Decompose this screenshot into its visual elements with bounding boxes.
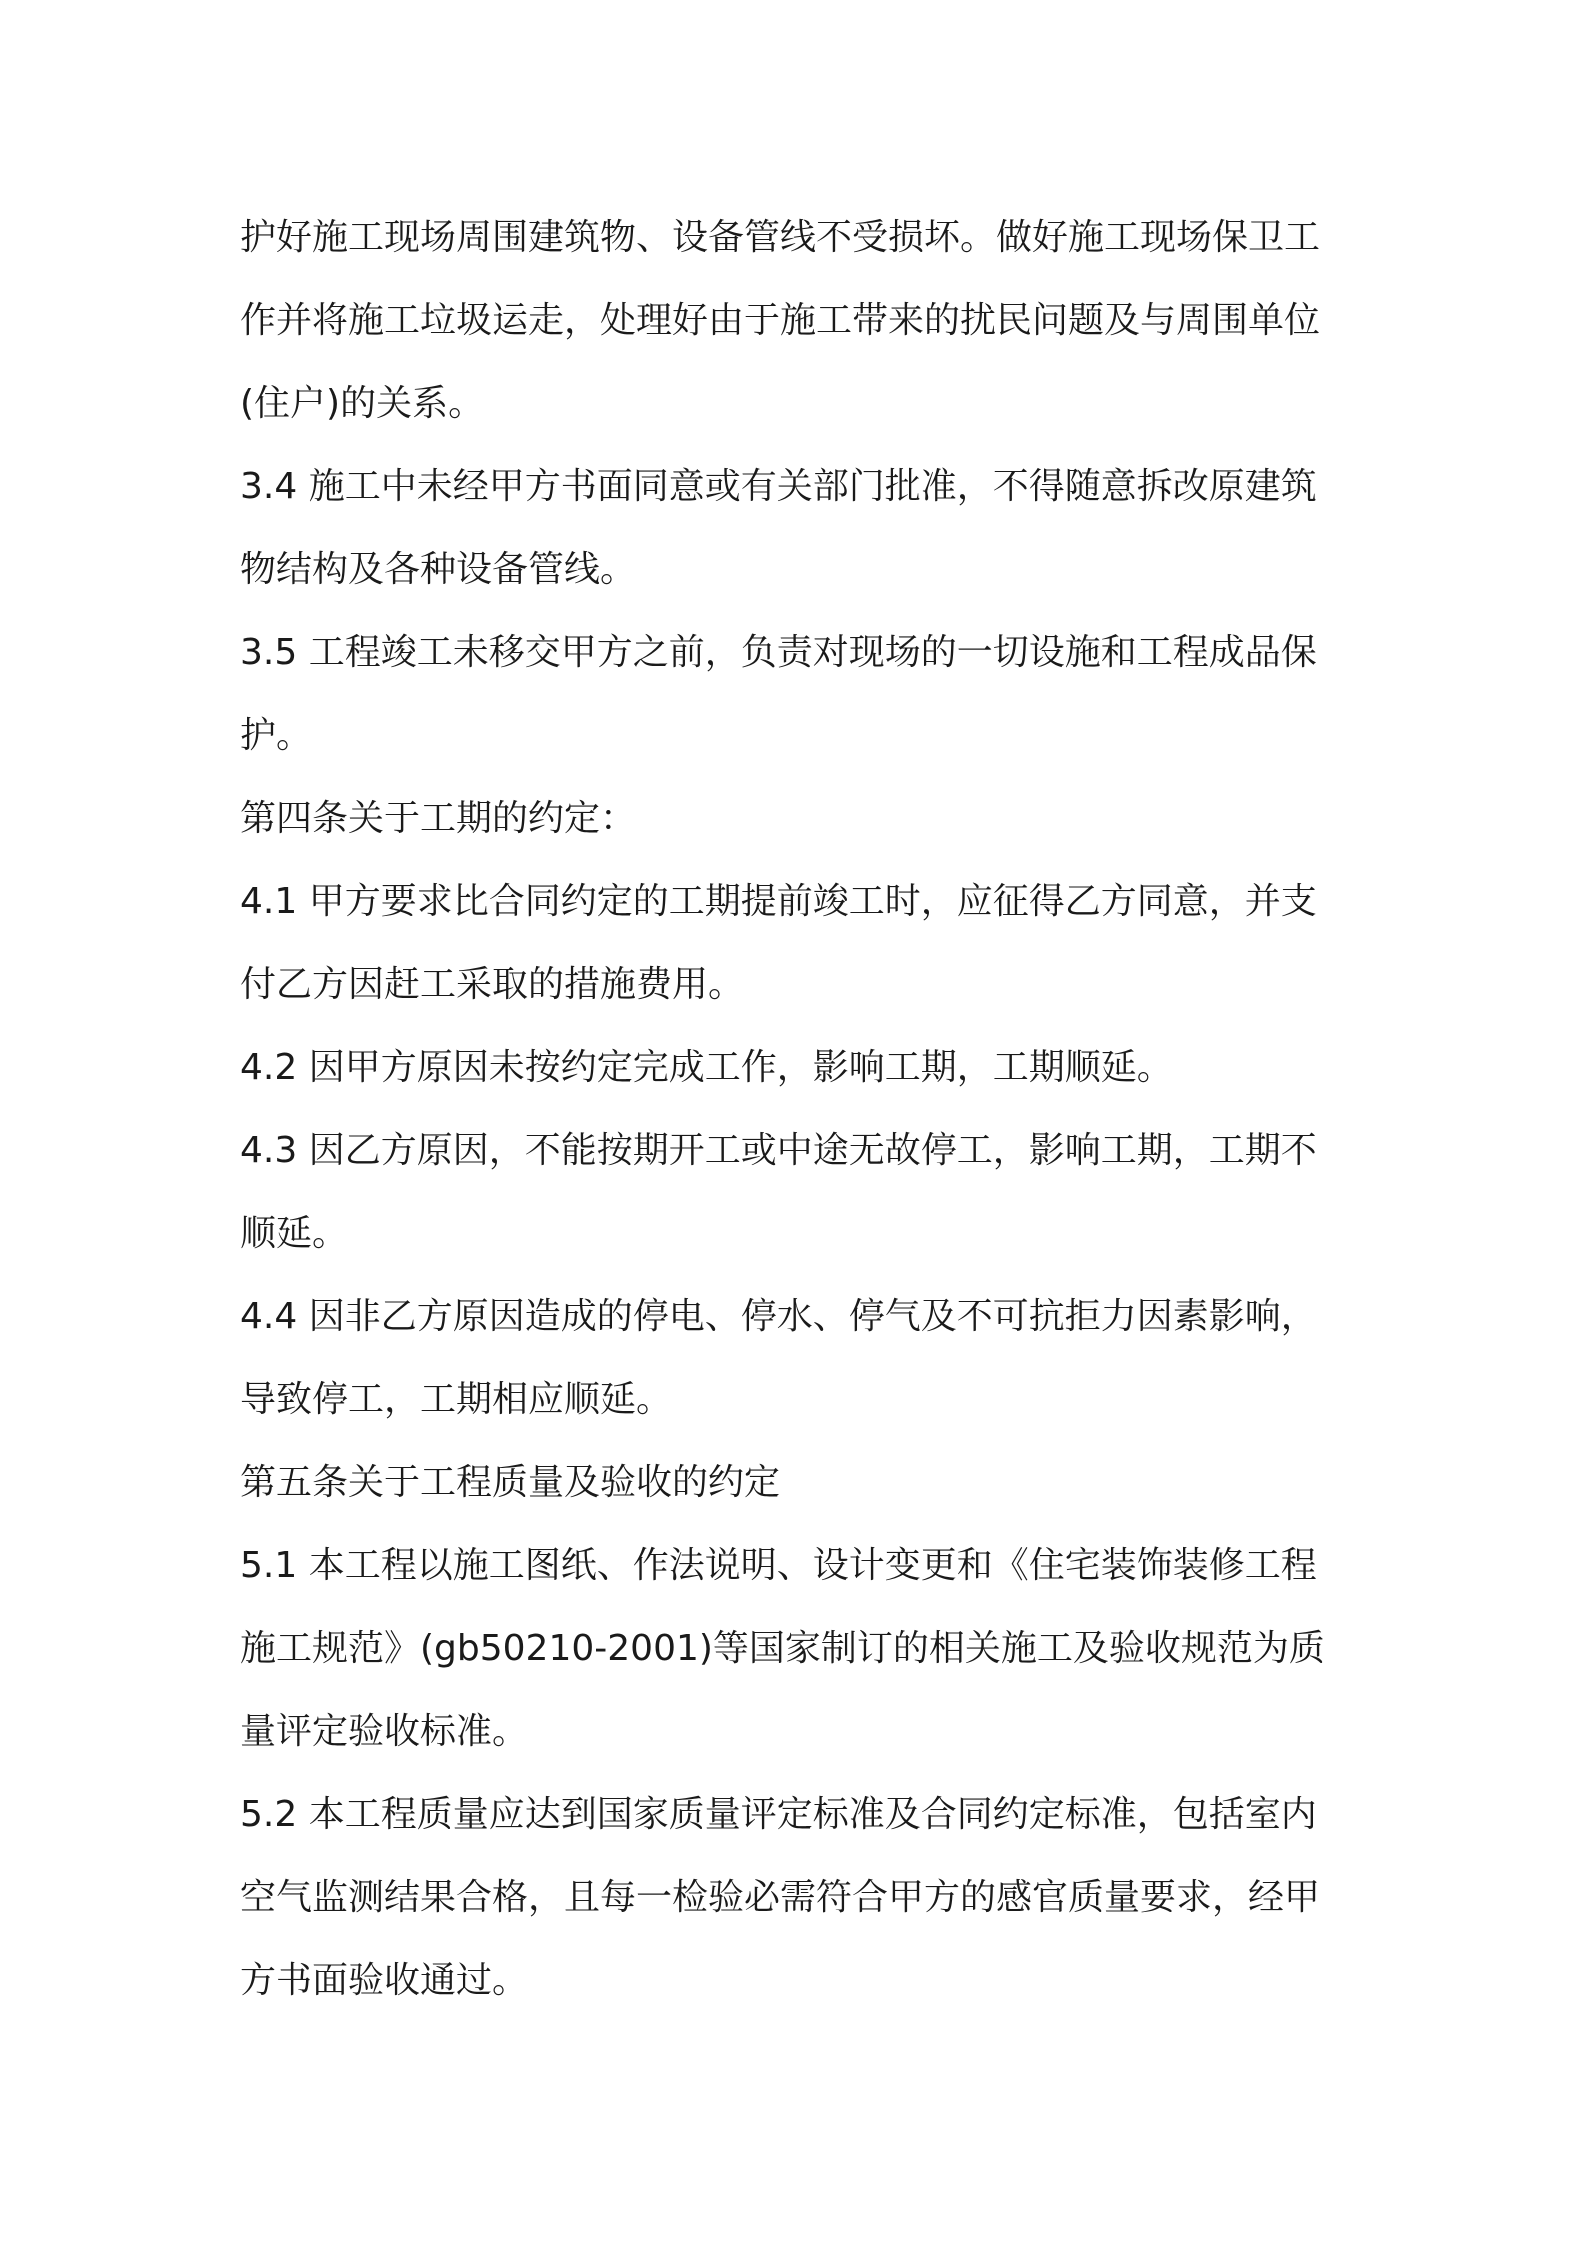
text-line: 5.1 本工程以施工图纸、作法说明、设计变更和《住宅装饰装修工程 bbox=[240, 1545, 1317, 1586]
text-line: (住户)的关系。 bbox=[240, 383, 485, 424]
text-line: 顺延。 bbox=[240, 1213, 349, 1254]
text-line: 4.1 甲方要求比合同约定的工期提前竣工时，应征得乙方同意，并支 bbox=[240, 881, 1317, 922]
text-line: 4.4 因非乙方原因造成的停电、停水、停气及不可抗拒力因素影响， bbox=[240, 1296, 1317, 1337]
section-heading: 第五条关于工程质量及验收的约定 bbox=[240, 1462, 781, 1503]
text-line: 方书面验收通过。 bbox=[240, 1960, 529, 2001]
text-line: 3.4 施工中未经甲方书面同意或有关部门批准，不得随意拆改原建筑 bbox=[240, 466, 1317, 507]
text-line: 物结构及各种设备管线。 bbox=[240, 549, 637, 590]
paragraph-3-4 bbox=[240, 445, 1360, 611]
section-heading: 第四条关于工期的约定： bbox=[240, 798, 637, 839]
text-line: 量评定验收标准。 bbox=[240, 1711, 529, 1752]
paragraph-5-2 bbox=[240, 1773, 1360, 2022]
text-line: 作并将施工垃圾运走，处理好由于施工带来的扰民问题及与周围单位 bbox=[240, 300, 1321, 341]
paragraph-4-2 bbox=[240, 1026, 1360, 1109]
heading-article-5 bbox=[240, 1441, 1360, 1524]
text-line: 付乙方因赶工采取的措施费用。 bbox=[240, 964, 745, 1005]
text-line: 护。 bbox=[240, 715, 313, 756]
text-line: 空气监测结果合格，且每一检验必需符合甲方的感官质量要求，经甲 bbox=[240, 1877, 1321, 1918]
heading-article-4 bbox=[240, 777, 1360, 860]
paragraph-4-4 bbox=[240, 1275, 1360, 1441]
text-line: 施工规范》(gb50210-2001)等国家制订的相关施工及验收规范为质 bbox=[240, 1628, 1325, 1669]
text-line: 导致停工，工期相应顺延。 bbox=[240, 1379, 673, 1420]
paragraph-4-1 bbox=[240, 860, 1360, 1026]
text-line: 4.2 因甲方原因未按约定完成工作，影响工期，工期顺延。 bbox=[240, 1047, 1173, 1088]
paragraph-4-3 bbox=[240, 1109, 1360, 1275]
text-line: 护好施工现场周围建筑物、设备管线不受损坏。做好施工现场保卫工 bbox=[240, 217, 1321, 258]
text-line: 4.3 因乙方原因，不能按期开工或中途无故停工，影响工期，工期不 bbox=[240, 1130, 1317, 1171]
text-line: 3.5 工程竣工未移交甲方之前，负责对现场的一切设施和工程成品保 bbox=[240, 632, 1317, 673]
document-body bbox=[240, 196, 1360, 2022]
paragraph-3-5 bbox=[240, 611, 1360, 777]
text-line: 5.2 本工程质量应达到国家质量评定标准及合同约定标准，包括室内 bbox=[240, 1794, 1317, 1835]
paragraph-5-1 bbox=[240, 1524, 1360, 1773]
paragraph-site-protection bbox=[240, 196, 1360, 445]
